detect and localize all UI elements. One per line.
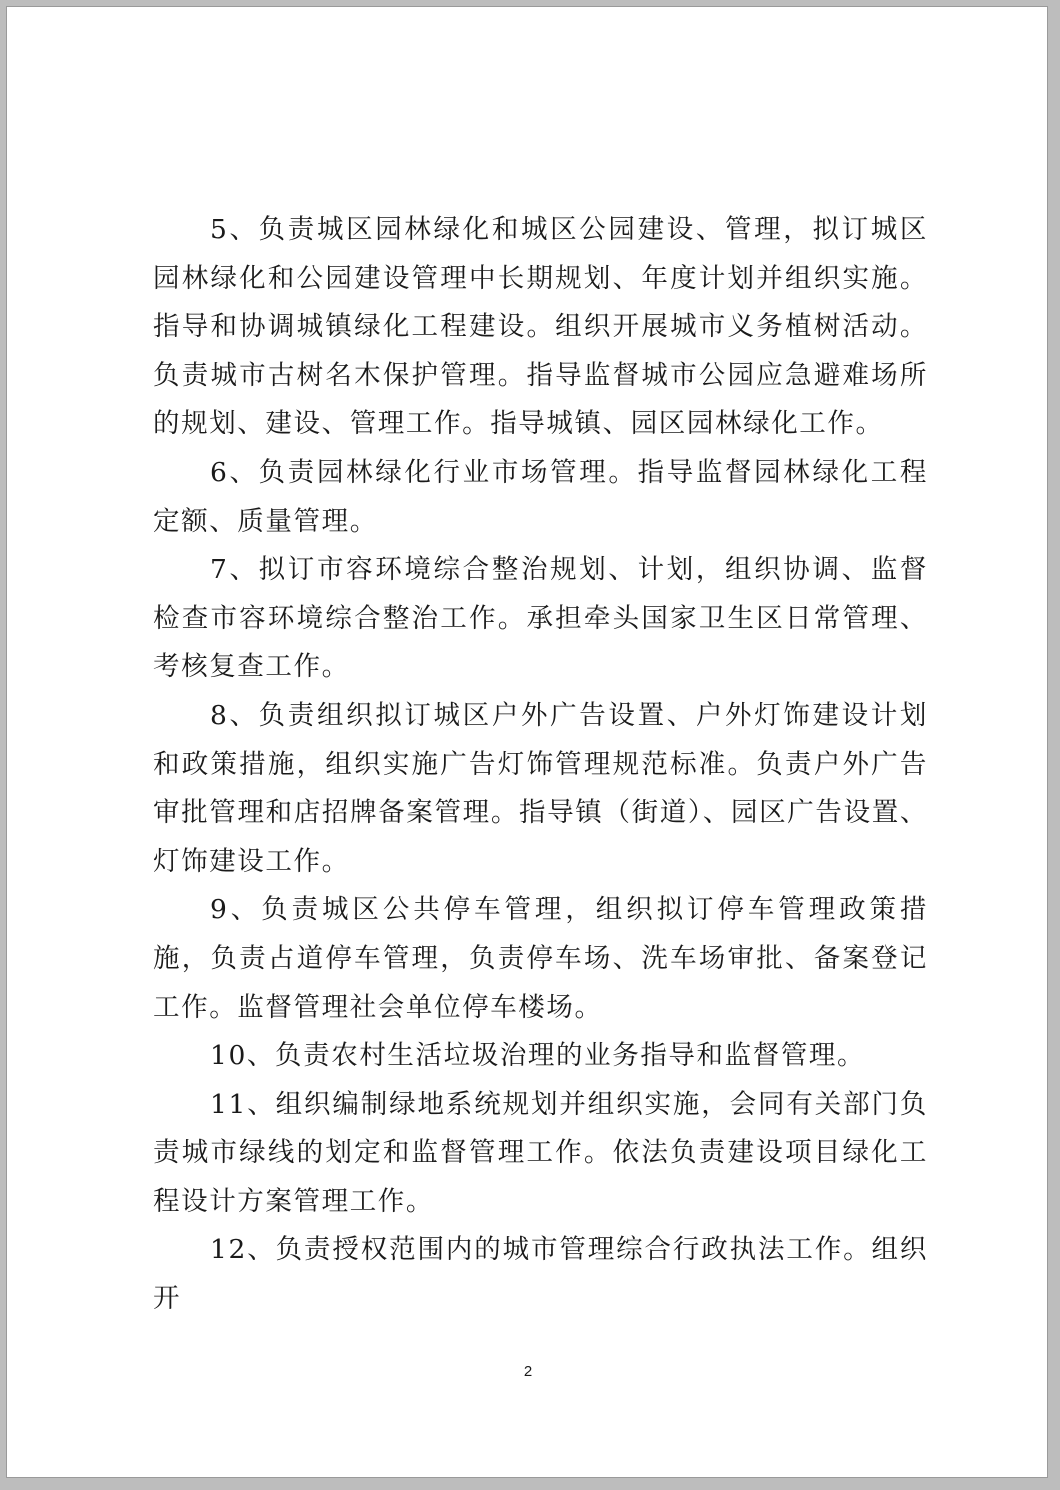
document-page <box>6 6 1048 1478</box>
page-number: 2 <box>523 1363 533 1380</box>
document-body <box>153 206 928 1324</box>
paragraph-item-10: 10、负责农村生活垃圾治理的业务指导和监督管理。 <box>210 1040 866 1072</box>
paragraph-item-12: 12、负责授权范围内的城市管理综合行政执法工作。组织开 <box>153 1234 928 1315</box>
paragraph-item-11: 11、组织编制绿地系统规划并组织实施，会同有关部门负责城市绿线的划定和监督管理工作。依法负责建设项目绿化工程设计方案管理工作。 <box>153 1088 928 1217</box>
paragraph-item-5: 5、负责城区园林绿化和城区公园建设、管理，拟订城区园林绿化和公园建设管理中长期规划、年度计划并组织实施。指导和协调城镇绿化工程建设。组织开展城市义务植树活动。负责城市古树名木保护管理。指导监督城市公园应急避难场所的规划、建设、管理工作。指导城镇、园区园林绿化工作。 <box>153 214 928 440</box>
paragraph-item-9: 9、负责城区公共停车管理，组织拟订停车管理政策措施，负责占道停车管理，负责停车场、洗车场审批、备案登记工作。监督管理社会单位停车楼场。 <box>153 894 928 1023</box>
paragraph-item-7: 7、拟订市容环境综合整治规划、计划，组织协调、监督检查市容环境综合整治工作。承担牵头国家卫生区日常管理、考核复查工作。 <box>153 554 928 683</box>
paragraph-item-8: 8、负责组织拟订城区户外广告设置、户外灯饰建设计划和政策措施，组织实施广告灯饰管理规范标准。负责户外广告审批管理和店招牌备案管理。指导镇（街道）、园区广告设置、灯饰建设工作。 <box>153 699 928 877</box>
paragraph-item-6: 6、负责园林绿化行业市场管理。指导监督园林绿化工程定额、质量管理。 <box>153 456 928 537</box>
